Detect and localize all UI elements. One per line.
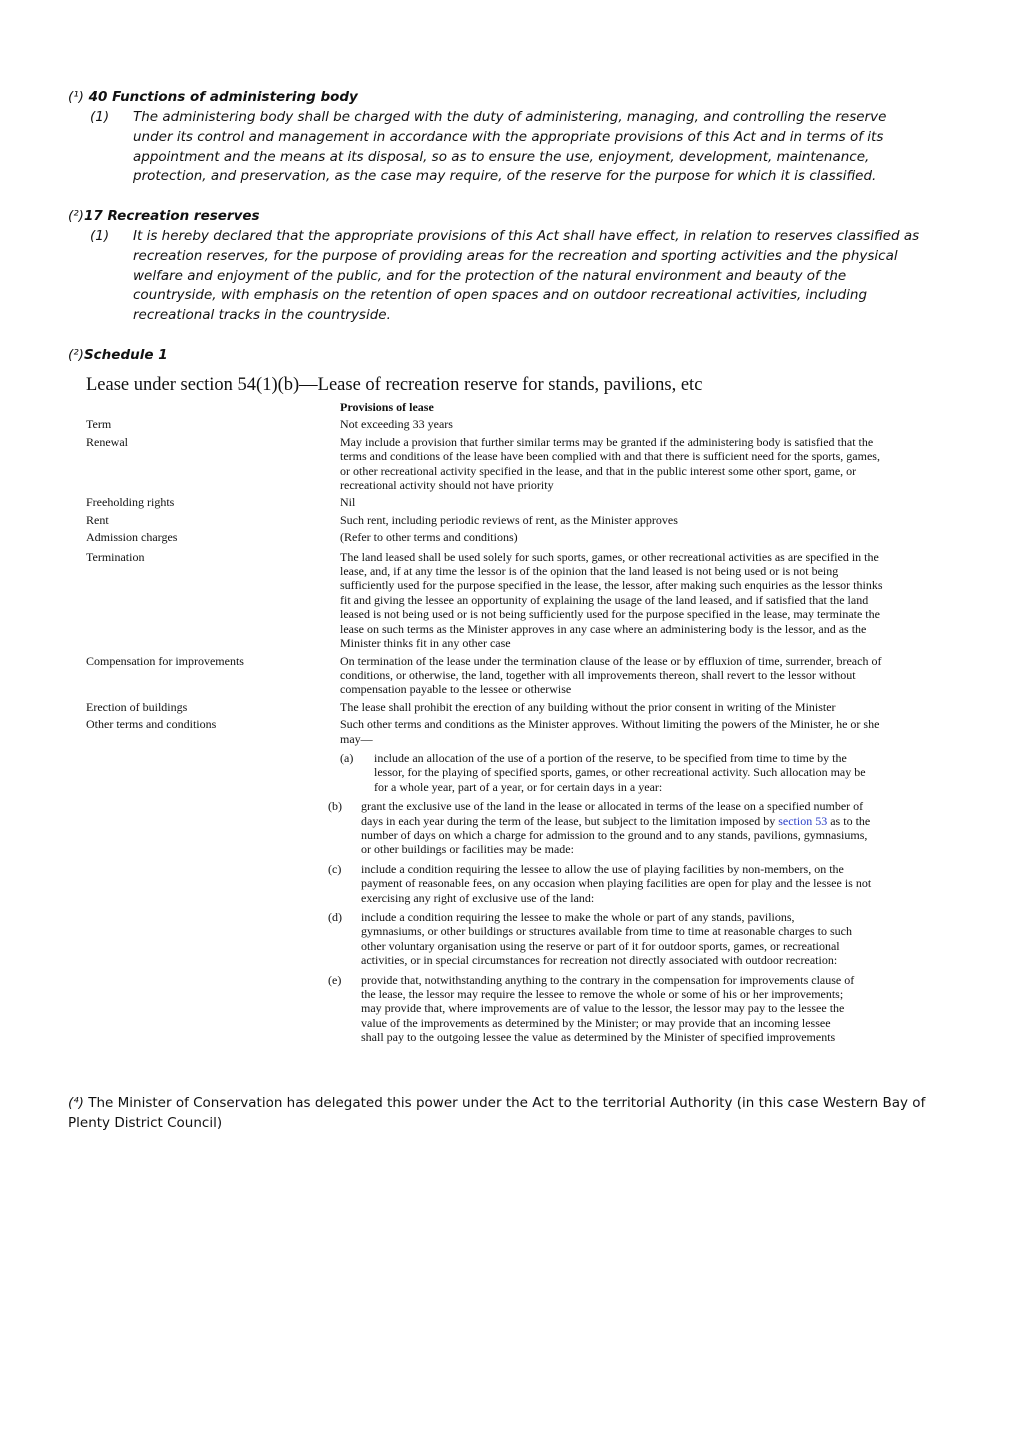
row-label: Term xyxy=(86,417,112,432)
table-row-renewal xyxy=(86,435,886,493)
list-item-d xyxy=(328,910,886,968)
row-label: Renewal xyxy=(86,434,128,449)
row-label: Admission charges xyxy=(86,530,178,545)
clause-text: It is hereby declared that the appropriate provisions of this Act shall have effect, in relation to reserves classified as recreation reserves, for the purpose of providing areas for the recreation and sporting activities and the physical welfare and enjoyment of the public, and for the protection of the natural environment and beauty of the countryside, with emphasis on the retention of open spaces and on outdoor recreational activities, including recreational tracks in the countryside. xyxy=(133,228,920,324)
footnote-marker: (⁴) xyxy=(68,1095,84,1111)
clause xyxy=(68,108,928,187)
table-row-other-terms xyxy=(86,717,886,1045)
row-label: Compensation for improvements xyxy=(86,653,244,668)
heading-text: Schedule 1 xyxy=(83,347,168,363)
row-value: Nil xyxy=(340,495,356,510)
clause-text: The administering body shall be charged with the duty of administering, managing, and controlling the reserve under its control and management in accordance with the appropriate provisions of this Act and in terms of its appointment and the means at its disposal, so as to ensure the use, enjoyment, development, maintenance, protection, and preservation, as the case may require, of the reserve for the purpose for which it is classified. xyxy=(133,109,887,185)
row-value: Such rent, including periodic reviews of rent, as the Minister approves xyxy=(340,512,678,527)
table-row-rent xyxy=(86,513,886,527)
item-label: (a) xyxy=(340,750,354,765)
row-value: May include a provision that further similar terms may be granted if the administering body is satisfied that the terms and conditions of the lease have been complied with and that there is sufficient need for the sports, games, or other recreational activity specified in the lease, and that in the public interest some other sport, game, or recreational activity should not have priority xyxy=(340,434,880,493)
footnote-marker: (²) xyxy=(68,347,84,363)
item-text: provide that, notwithstanding anything to the contrary in the compensation for improvements clause of the lease, the lessor may require the lessee to remove the whole or some of his or her improvements; may provide that, where improvements are of value to the lessor, the lessor may pay to the lessee the value of the improvements as determined by the Minister; or may provide that an incoming lessee shall pay to the outgoing lessee the value as determined by the Minister of specified improvements xyxy=(361,972,855,1045)
table-header-row xyxy=(86,400,886,414)
item-text: include a condition requiring the lessee to make the whole or part of any stands, pavilions, gymnasiums, or other buildings or structures available from time to time at reasonable charges to such other voluntary organisation using the reserve or part of it for outdoor sports, games, or recreational activities, or in special circumstances for recreation not directly associated with outdoor recreation: xyxy=(361,910,852,968)
table-row-compensation xyxy=(86,654,886,697)
footnote-marker: (²) xyxy=(68,208,84,224)
row-value xyxy=(328,717,886,1045)
row-value: (Refer to other terms and conditions) xyxy=(340,530,518,545)
row-label: Rent xyxy=(86,512,109,527)
row-value: The lease shall prohibit the erection of any building without the prior consent in writing of the Minister xyxy=(340,699,836,714)
section-53-link[interactable]: section 53 xyxy=(778,813,828,828)
section-17 xyxy=(68,207,928,326)
heading-text: 17 Recreation reserves xyxy=(83,208,260,224)
other-terms-intro: Such other terms and conditions as the Minister approves. Without limiting the powers of the Minister, he or she may— xyxy=(340,717,880,746)
item-text: grant the exclusive use of the land in the lease or allocated in terms of the lease on a specified number of days in each year during the term of the lease, but subject to the limitation imposed by section 53 as to the number of days on which a charge for admission to the ground and to any stands, pavilions, gymnasiums, or other buildings or facilities may be made: xyxy=(361,799,871,857)
column-header: Provisions of lease xyxy=(340,400,434,414)
clause-number: (1) xyxy=(90,109,110,125)
row-label: Freeholding rights xyxy=(86,495,175,510)
section-heading xyxy=(68,207,928,226)
table-row-admission xyxy=(86,530,886,544)
item-label: (e) xyxy=(328,972,342,987)
lease-provisions-table xyxy=(86,400,886,1045)
row-label: Termination xyxy=(86,549,145,564)
schedule-title: Lease under section 54(1)(b)—Lease of recreation reserve for stands, pavilions, etc xyxy=(86,375,703,395)
list-item-e xyxy=(328,973,886,1045)
table-row-erection xyxy=(86,700,886,714)
item-label: (b) xyxy=(328,799,342,814)
table-row-term xyxy=(86,417,886,431)
row-label: Erection of buildings xyxy=(86,699,188,714)
row-value: On termination of the lease under the termination clause of the lease or by effluxion of time, surrender, breach of conditions, or otherwise, the land, together with all improvements thereon, shall revert to the lessor without compensation payable to the lessee or otherwise xyxy=(340,653,882,697)
item-text: include a condition requiring the lessee to allow the use of playing facilities by non-members, on the payment of reasonable fees, on any occasion when playing facilities are open for play and the lessee is not exercising any right of exclusive use of the land: xyxy=(361,861,872,905)
clause-number: (1) xyxy=(90,228,110,244)
table-row-termination xyxy=(86,550,886,651)
table-row-freeholding xyxy=(86,495,886,509)
list-item-c xyxy=(328,862,886,905)
footnote xyxy=(68,1093,928,1133)
section-40 xyxy=(68,88,928,187)
item-label: (d) xyxy=(328,910,342,924)
row-label: Other terms and conditions xyxy=(86,717,217,732)
row-value: The land leased shall be used solely for such sports, games, or other recreational activities as are specified in the lease, and, if at any time the lessor is of the opinion that the land leased is not being used or is not being sufficiently used for the purpose specified in the lease, the lessor, after making such enquiries as the lessor thinks fit and giving the lessee an opportunity of explaining the usage of the land leased, and if satisfied that the land leased is not being used or is not being sufficiently used for the purpose specified in the lease, may terminate the lease on such terms as the Minister approves in any case where an administering body is the lessor, and as the Minister thinks fit in any other case xyxy=(340,549,883,651)
item-label: (c) xyxy=(328,861,342,876)
list-item-a xyxy=(340,751,886,794)
footnote-text: The Minister of Conservation has delegated this power under the Act to the territorial Authority (in this case Western Bay of Plenty District Council) xyxy=(68,1095,926,1131)
section-heading xyxy=(68,88,928,107)
list-item-b xyxy=(328,799,886,857)
item-text: include an allocation of the use of a portion of the reserve, to be specified from time to time by the lessor, for the playing of specified sports, games, or other recreational activity. Such allocation may be for a whole year, part of a year, or for certain days in a year: xyxy=(374,750,866,794)
row-value: Not exceeding 33 years xyxy=(340,417,453,432)
heading-text: 40 Functions of administering body xyxy=(88,89,358,105)
clause xyxy=(68,227,928,326)
footnote-marker: (¹) xyxy=(68,89,84,105)
section-heading xyxy=(68,346,928,365)
schedule-heading-section xyxy=(68,346,928,365)
